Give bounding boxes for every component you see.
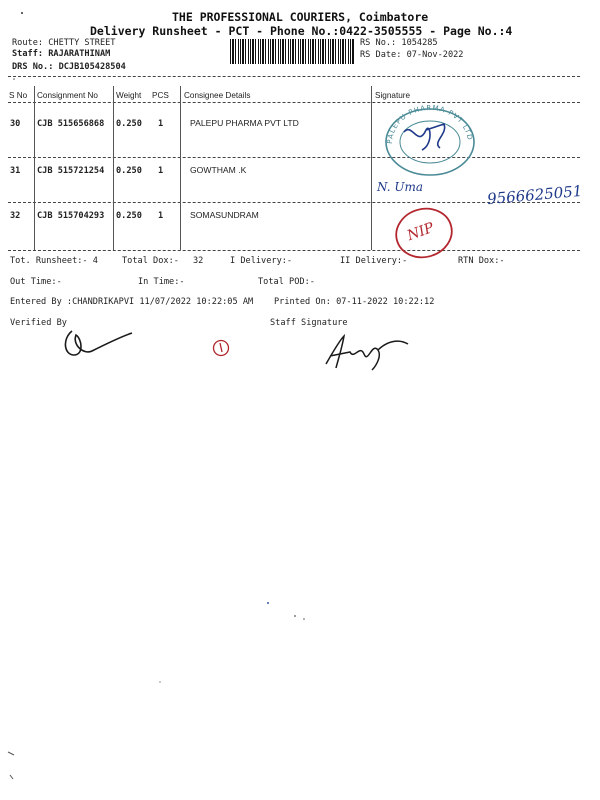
verified-by-label: Verified By xyxy=(10,318,67,328)
runsheet-subtitle: Delivery Runsheet - PCT - Phone No.:0422-3505555 - Page No.:4 xyxy=(90,24,513,38)
rs-date: RS Date: 07-Nov-2022 xyxy=(360,50,464,60)
rs-number: RS No.: 1054285 xyxy=(360,38,438,48)
out-time: Out Time:- xyxy=(10,277,62,287)
row-30-weight: 0.250 xyxy=(116,119,142,129)
in-time: In Time:- xyxy=(138,277,185,287)
row-31-weight: 0.250 xyxy=(116,166,142,176)
receiver-name-handwritten: N. Uma xyxy=(377,180,424,194)
total-pod: Total POD:- xyxy=(258,277,315,287)
company-title: THE PROFESSIONAL COURIERS, Coimbatore xyxy=(172,10,429,24)
route-label: Route: CHETTY STREET xyxy=(12,38,116,48)
row-31-sno: 31 xyxy=(10,166,21,176)
i-delivery: I Delivery:- xyxy=(230,256,293,266)
entered-by: Entered By :CHANDRIKAPVI 11/07/2022 10:22:05 AM xyxy=(10,297,254,307)
col-header-pcs: PCS xyxy=(152,91,169,100)
row-30-consignee: PALEPU PHARMA PVT LTD xyxy=(190,118,299,128)
row-32-consignment: CJB 515704293 xyxy=(37,211,105,221)
nip-mark: NIP xyxy=(405,219,437,245)
row-31-consignee: GOWTHAM .K xyxy=(190,165,247,175)
row-32-pcs: 1 xyxy=(158,211,164,221)
col-header-weight: Weight xyxy=(116,91,142,100)
row-32-consignee: SOMASUNDRAM xyxy=(190,210,259,220)
col-header-signature: Signature xyxy=(375,91,411,100)
rtn-dox: RTN Dox:- xyxy=(458,256,505,266)
total-dox-label: Total Dox:- xyxy=(122,256,179,266)
col-header-sno: S No xyxy=(9,91,28,100)
row-30-pcs: 1 xyxy=(158,119,164,129)
ii-delivery: II Delivery:- xyxy=(340,256,408,266)
stamp-text: PALEPU PHARMA PVT LTD xyxy=(385,104,474,145)
row-31-pcs: 1 xyxy=(158,166,164,176)
tot-runsheet: Tot. Runsheet:- 4 xyxy=(10,256,98,266)
staff-label: Staff: RAJARATHINAM xyxy=(12,49,111,59)
printed-on: Printed On: 07-11-2022 10:22:12 xyxy=(274,297,435,307)
row-32-weight: 0.250 xyxy=(116,211,142,221)
drs-number: DRS No.: DCJB105428504 xyxy=(12,62,126,72)
staff-signature-label: Staff Signature xyxy=(270,318,348,328)
total-dox-value: 32 xyxy=(193,256,204,266)
col-header-consignment: Consignment No xyxy=(37,91,98,100)
receiver-phone-handwritten: 9566625051 xyxy=(486,181,584,209)
row-31-consignment: CJB 515721254 xyxy=(37,166,105,176)
row-32-sno: 32 xyxy=(10,211,21,221)
row-30-consignment: CJB 515656868 xyxy=(37,119,105,129)
row-30-sno: 30 xyxy=(10,119,21,129)
col-header-consignee: Consignee Details xyxy=(184,91,251,100)
